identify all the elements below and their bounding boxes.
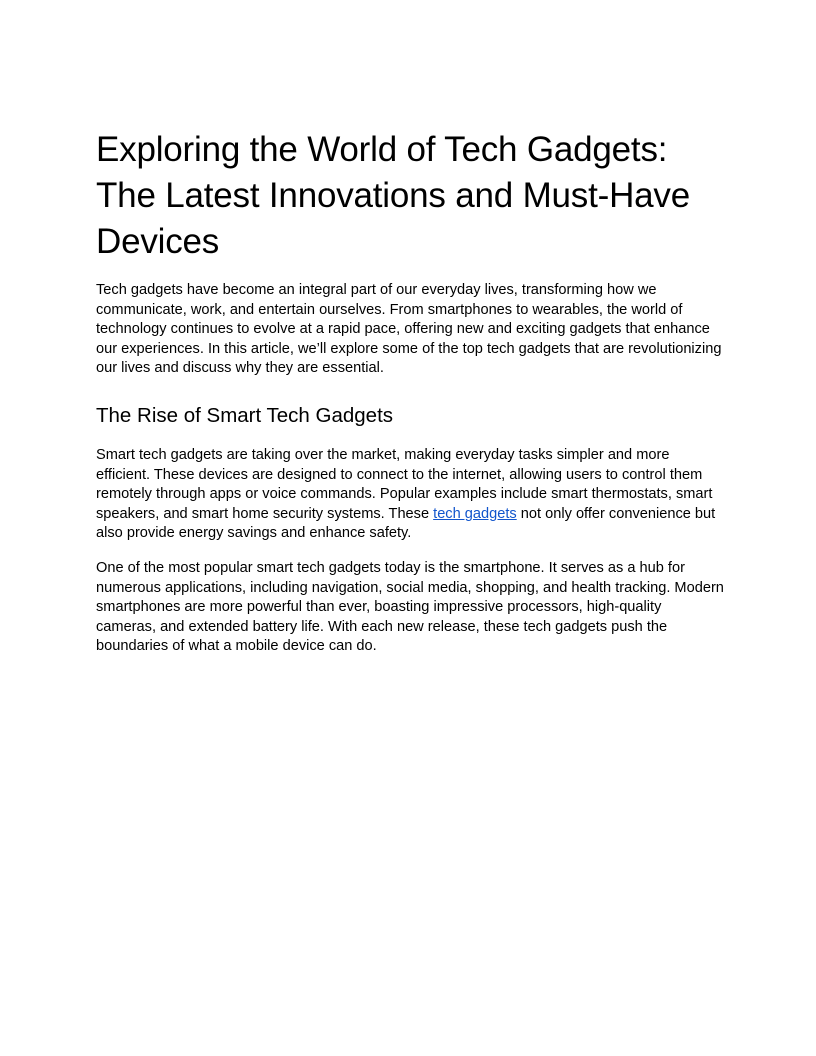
paragraph-text: Smart tech gadgets are taking over the market, making everyday tasks simpler and more efficient. These devices are designed to connect to the internet, allowing users to control them remotely through apps or voice commands. Popular examples include smart thermostats, smart speakers, and smart home security systems. These [96, 447, 713, 522]
paragraph-text: not only offer convenience but also provide energy savings and enhance safety. [96, 505, 716, 542]
section-paragraph-1 [96, 446, 724, 544]
tech-gadgets-link[interactable]: tech gadgets [433, 505, 517, 522]
section-heading: The Rise of Smart Tech Gadgets [96, 404, 394, 427]
intro-paragraph: Tech gadgets have become an integral part of our everyday lives, transforming how we communicate, work, and entertain ourselves. From smartphones to wearables, the world of technology continues to evolve at a rapid pace, offering new and exciting gadgets that enhance our experiences. In this article, we’ll explore some of the top tech gadgets that are revolutionizing our lives and discuss why they are essential. [96, 282, 722, 377]
section-paragraph-2: One of the most popular smart tech gadgets today is the smartphone. It serves as a hub for numerous applications, including navigation, social media, shopping, and health tracking. Modern smartphones are more powerful than ever, boasting impressive processors, high-quality cameras, and extended battery life. With each new release, these tech gadgets push the boundaries of what a mobile device can do. [96, 560, 724, 655]
document-title: Exploring the World of Tech Gadgets: The Latest Innovations and Must-Have Devices [96, 130, 690, 261]
